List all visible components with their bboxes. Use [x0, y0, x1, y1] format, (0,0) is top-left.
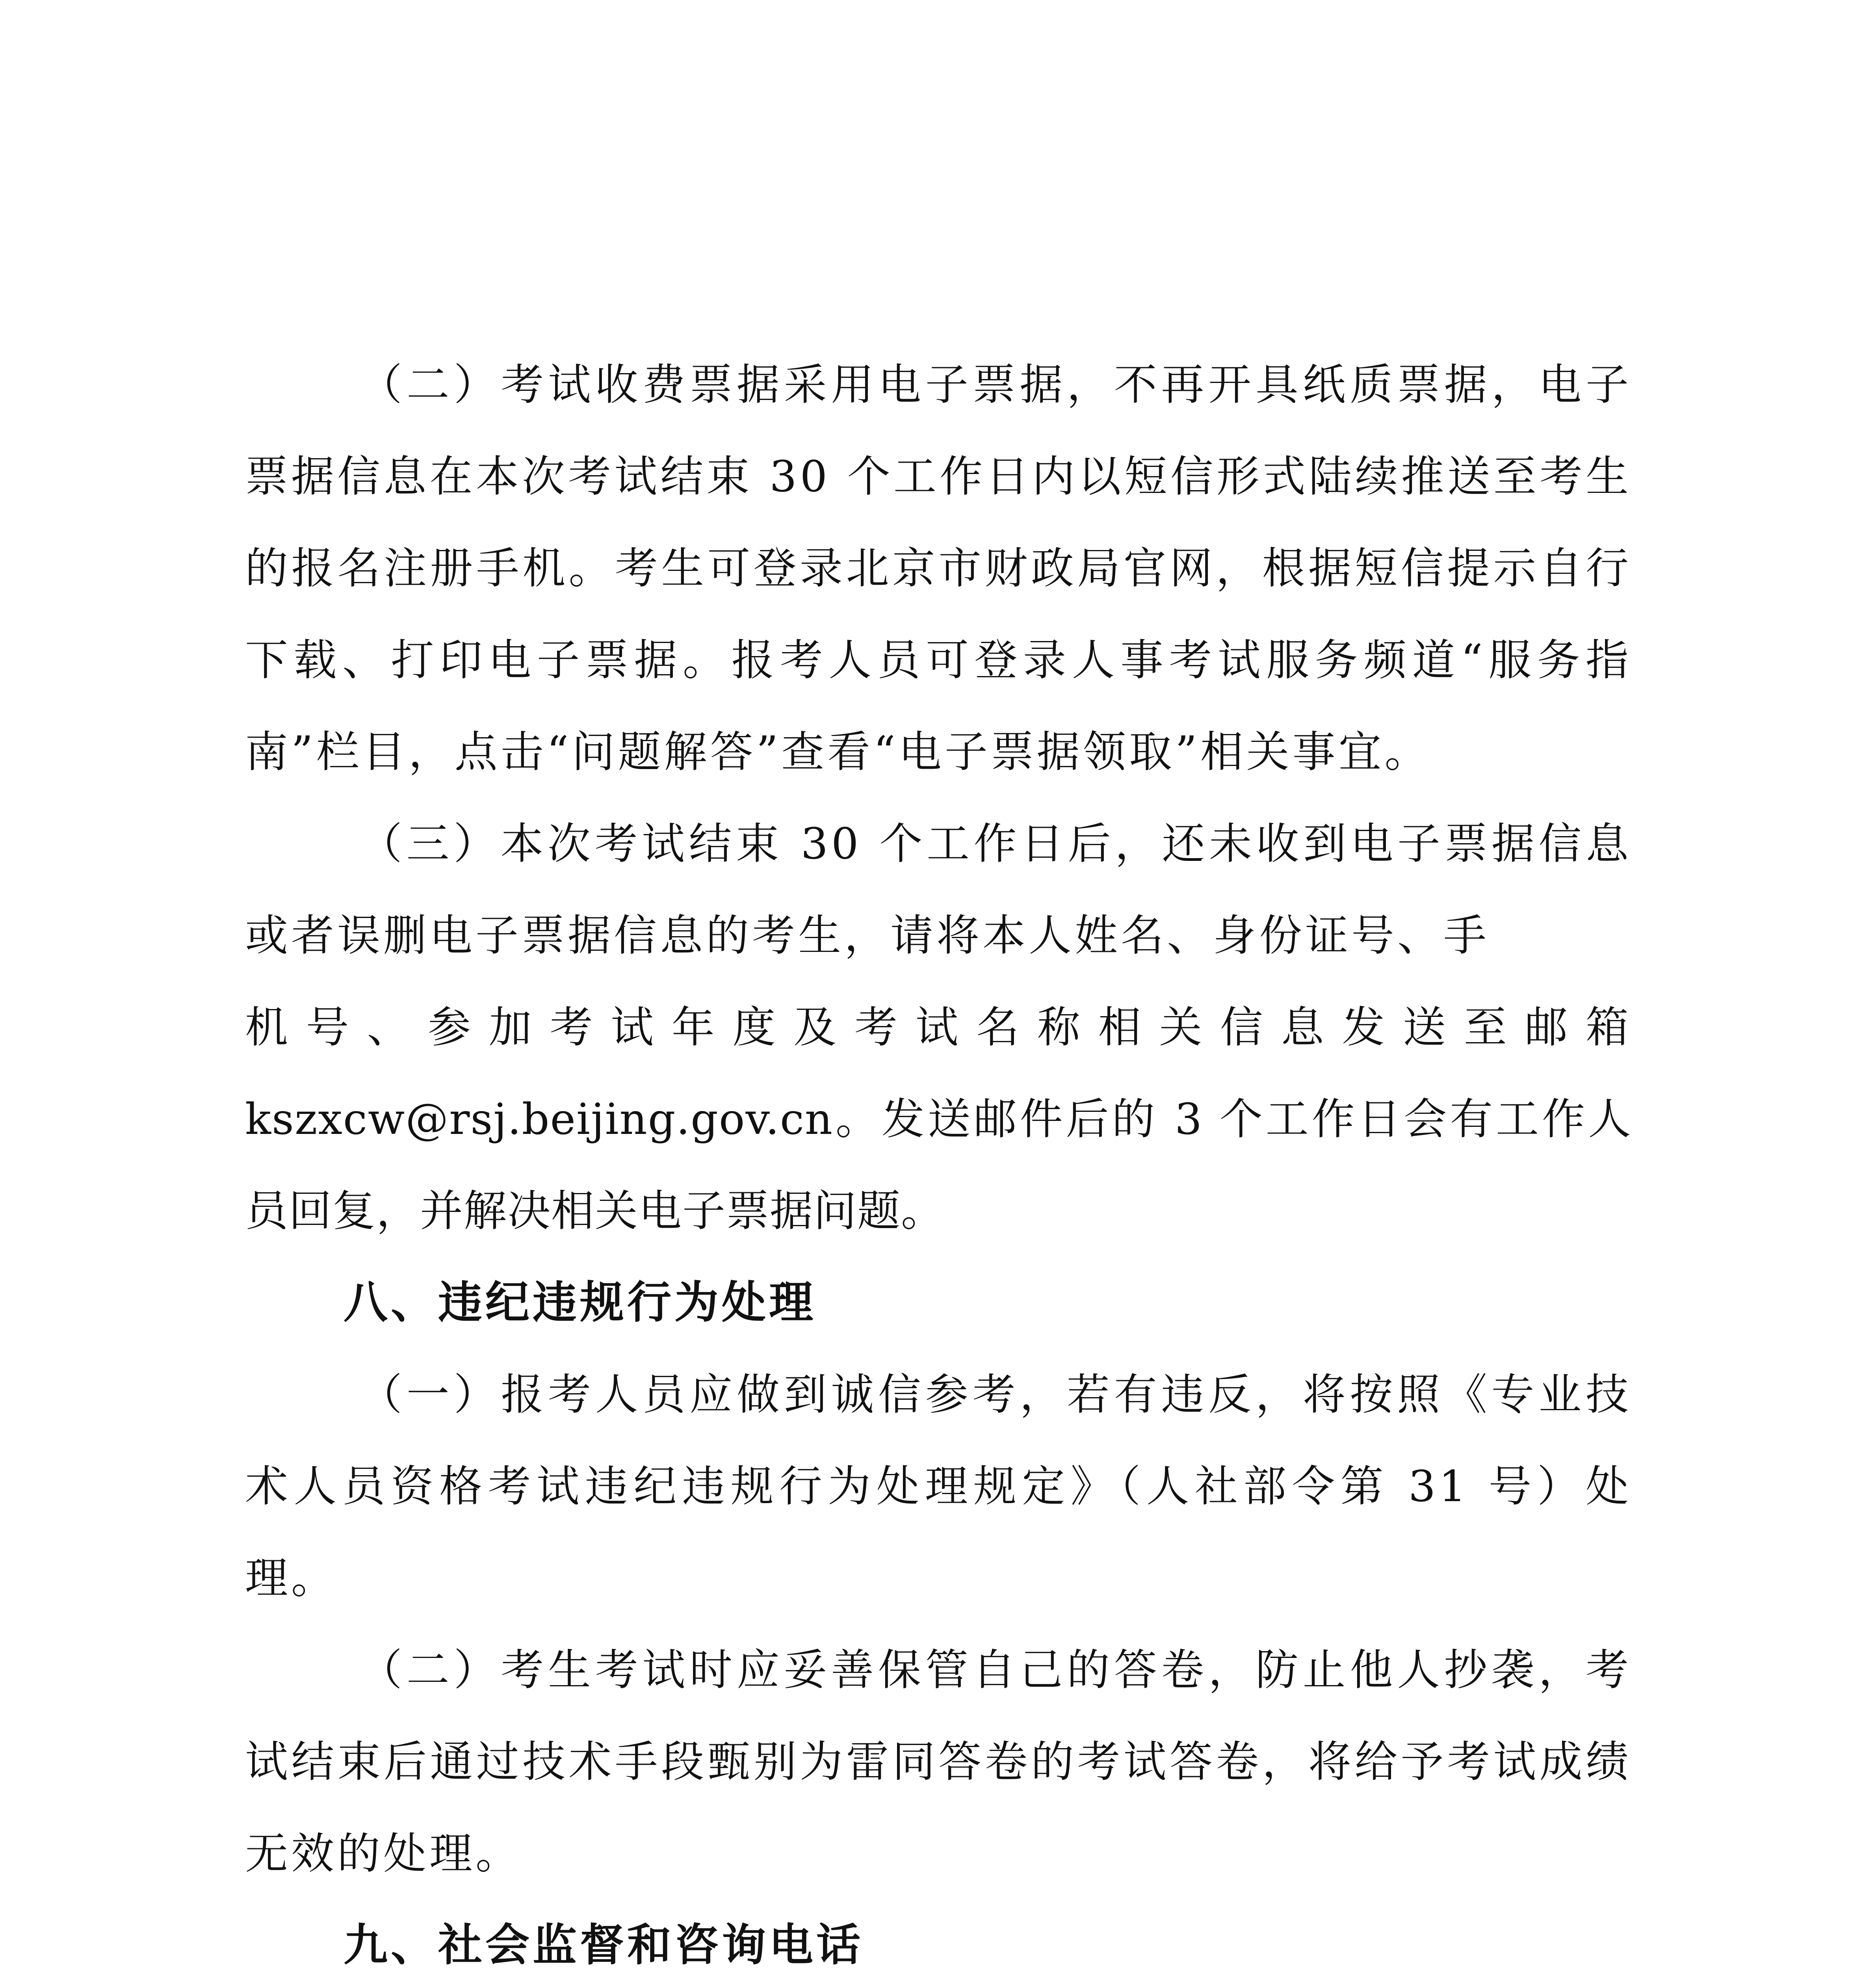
heading-section-8: 八、违纪违规行为处理 — [344, 1277, 816, 1328]
paragraph-invoice-missing-text2: 机号、参加考试年度及考试名称相关信息发送至邮箱 — [245, 1002, 1632, 1052]
paragraph-integrity: （一）报考人员应做到诚信参考，若有违反，将按照《专业技术人员资格考试违纪违规行为处理规定》（人社部令第 31 号）处理。 — [245, 1370, 1632, 1603]
paragraph-e-invoice: （二）考试收费票据采用电子票据，不再开具纸质票据，电子票据信息在本次考试结束 30 个工作日内以短信形式陆续推送至考生的报名注册手机。考生可登录北京市财政局官网，根据短信提示自行下载、打印电子票据。报考人员可登录人事考试服务频道“服务指南”栏目，点击“问题解答”查看“电子票据领取”相关事宜。 — [245, 360, 1632, 777]
paragraph-invoice-missing-text1: （三）本次考试结束 30 个工作日后，还未收到电子票据信息或者误删电子票据信息的考生，请将本人姓名、身份证号、手 — [245, 819, 1632, 961]
paragraph-invoice-missing-line3 — [245, 1073, 1632, 1257]
paragraph-invoice-missing-line2 — [245, 981, 1632, 1073]
paragraph-answer-sheets: （二）考生考试时应妥善保管自己的答卷，防止他人抄袭，考试结束后通过技术手段甄别为雷同答卷的考试答卷，将给予考试成绩无效的处理。 — [245, 1645, 1632, 1879]
heading-section-9: 九、社会监督和咨询电话 — [344, 1920, 864, 1970]
paragraph-invoice-missing-text3: kszxcw@rsj.beijing.gov.cn。发送邮件后的 3 个工作日会有工作人员回复，并解决相关电子票据问题。 — [245, 1094, 1632, 1236]
document-body — [245, 339, 1632, 1970]
paragraph-invoice-missing-line1 — [245, 798, 1632, 981]
